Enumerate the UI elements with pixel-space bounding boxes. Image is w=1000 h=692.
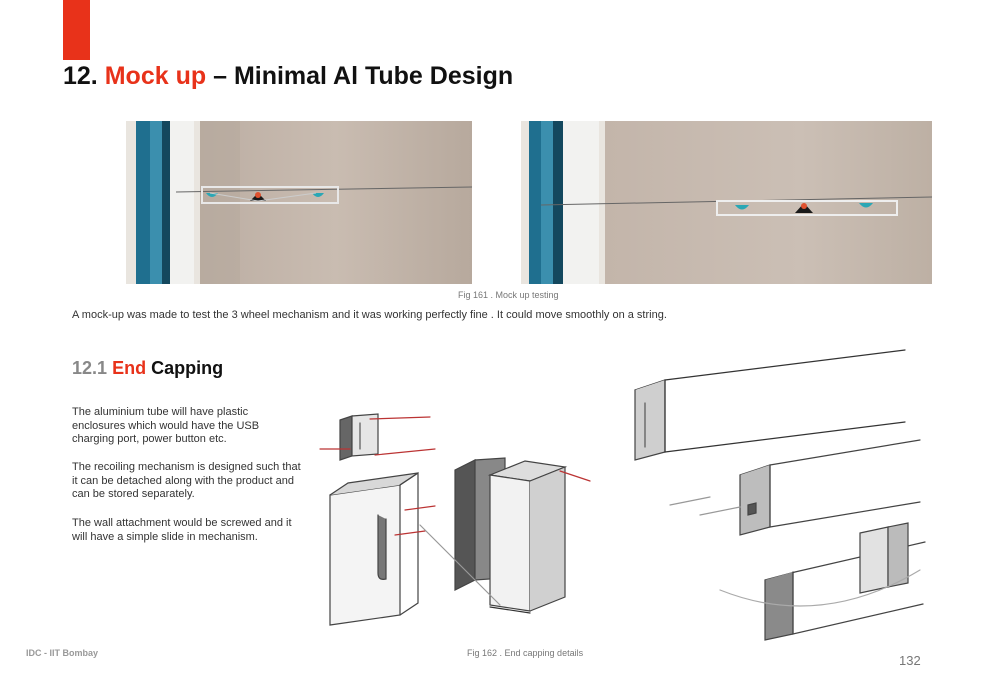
title-rest: Minimal Al Tube Design (233, 62, 514, 90)
section-paragraph: The aluminium tube will have plastic enclosures which would have the USB charging port, power button etc. (72, 406, 260, 445)
title-number: 12. (63, 62, 98, 90)
end-capping-sketch (300, 345, 950, 655)
section-rest: Capping (151, 358, 224, 378)
section-number: 12.1 (72, 358, 108, 378)
mockup-photo-right (521, 121, 932, 284)
section-paragraph: The recoiling mechanism is designed such that it can be detached along with the product and can be stored separately. (72, 461, 301, 500)
section-paragraph: The wall attachment would be screwed and it will have a simple slide in mechanism. (72, 517, 292, 543)
page-number: 132 (899, 653, 921, 668)
title-dash: – (213, 62, 227, 90)
figure-162-caption: Fig 162 . End capping details (467, 648, 584, 658)
mockup-photo-left (126, 121, 472, 284)
figure-161-caption: Fig 161 . Mock up testing (458, 290, 559, 300)
title-highlight: Mock up (104, 62, 207, 90)
footer-organization: IDC - IIT Bombay (26, 648, 99, 658)
section-heading (72, 358, 223, 379)
mockup-description: A mock-up was made to test the 3 wheel mechanism and it was working perfectly fine . It could move smoothly on a string. (72, 309, 667, 321)
page-title (63, 62, 513, 91)
section-highlight: End (112, 358, 147, 378)
header-accent-bar (63, 0, 90, 60)
